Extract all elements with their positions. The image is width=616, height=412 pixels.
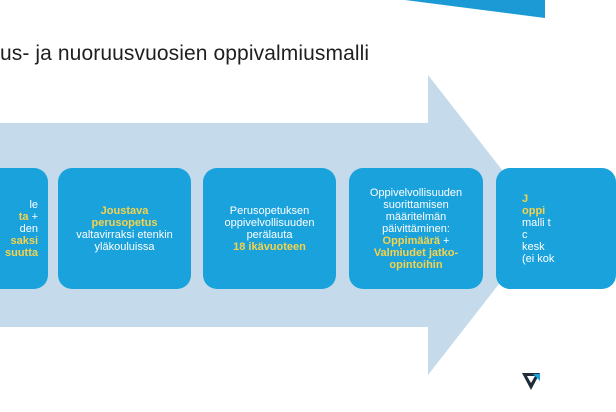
box-text-line: (ei kok (522, 252, 555, 265)
slide-title: us- ja nuoruusvuosien oppivalmiusmalli (0, 42, 370, 65)
box-text-line: päivittäminen: (382, 222, 450, 235)
box-text-line: yläkouluissa (94, 240, 155, 253)
box-text-line: suorittamisen (383, 198, 449, 211)
step-box-4 (349, 168, 483, 289)
box-text-line: suutta (5, 246, 38, 259)
box-text-line: ta + (18, 210, 38, 223)
box-text-line: le (29, 198, 38, 211)
box-text-line: kesk (522, 240, 545, 253)
box-text-line: Oppivelvollisuuden (369, 186, 463, 199)
step-box-3 (203, 168, 336, 289)
box-text-line: c (522, 228, 528, 241)
box-text-line: den (19, 222, 38, 235)
box-text-line: perälauta (246, 228, 293, 241)
box-text-line: valtavirraksi etenkin (76, 228, 173, 241)
box-text-line: oppi (522, 204, 546, 217)
box-text-line: 18 ikävuoteen (233, 240, 306, 253)
step-box-5 (496, 168, 616, 289)
box-text-line: opintoihin (389, 258, 443, 271)
box-text-line: saksi (10, 234, 38, 247)
box-text-line: malli t (522, 216, 551, 229)
box-text-line: Valmiudet jatko- (373, 246, 459, 259)
box-text-line: Joustava (100, 204, 149, 217)
step-box-2 (58, 168, 191, 289)
box-text-line: oppivelvollisuuden (224, 216, 315, 229)
box-text-line: Oppimäärä + (382, 234, 450, 247)
box-text-line: J (522, 192, 529, 205)
box-text-line: Perusopetuksen (229, 204, 310, 217)
box-text-line: määritelmän (385, 210, 447, 223)
logo-icon (521, 372, 541, 392)
step-box-1 (0, 168, 48, 289)
box-text-line: perusopetus (91, 216, 158, 229)
